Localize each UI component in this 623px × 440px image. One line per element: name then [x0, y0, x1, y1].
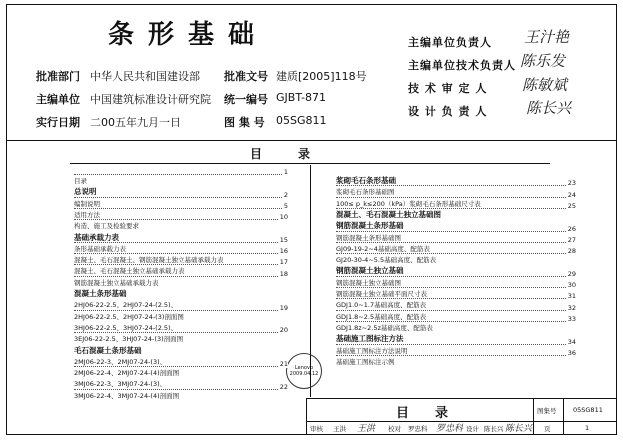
- editor-unit-label: 主编单位: [36, 93, 80, 106]
- page-label: 页: [544, 425, 551, 433]
- toc-item-text: 2HJ06-22-2.5、2HJ07-24-(3)剖面图: [74, 312, 184, 321]
- checker: 罗忠科: [408, 425, 428, 433]
- header-divider: [6, 140, 617, 141]
- toc-item-text: 钢筋混凝土独立基础平面尺寸表: [336, 290, 427, 298]
- toc-page-number: 25: [567, 201, 576, 210]
- toc-leader-dots: [74, 332, 288, 333]
- toc-page-number: 19: [279, 303, 288, 312]
- toc-item-text: 基础承载力表: [74, 232, 119, 242]
- frame-right: [616, 4, 617, 435]
- approval-dept: 中华人民共和国建设部: [90, 70, 200, 83]
- toc-item-text: 2MJ06-22-3、2MJ07-24-(3)、: [74, 357, 167, 366]
- frame-top: [6, 4, 617, 5]
- designer: 陈长兴: [484, 425, 504, 433]
- toc-item-text: 钢筋混凝土条形基础图: [336, 233, 401, 242]
- toc-leader-dots: [74, 264, 288, 265]
- toc-page-number: 24: [567, 190, 576, 199]
- toc-section: [74, 179, 288, 197]
- editor-unit: 中国建筑标准设计研究院: [90, 93, 211, 106]
- toc-entry: [74, 190, 288, 208]
- toc-page-number: 1: [283, 168, 288, 176]
- auditor: 王洪: [333, 425, 346, 433]
- toc-item-text: 2HJ06-22-2.5、2HJ07-24-(2.5)、: [74, 301, 178, 310]
- frame-left: [6, 4, 7, 435]
- resp-label-1: 主编单位负责人: [408, 36, 492, 49]
- toc-entry: [74, 168, 288, 185]
- toc-item-text: 3MJ06-22-3、3MJ07-24-(3)、: [74, 380, 167, 389]
- toc-leader-dots: [74, 174, 288, 175]
- stamp-line-2: 2009.04.12: [289, 371, 319, 377]
- toc-leader-dots: [74, 253, 288, 254]
- atlas-no-label: 图 集 号: [224, 116, 265, 129]
- toc-page-number: 31: [567, 292, 576, 301]
- signature-1: 王汁艳: [524, 28, 570, 46]
- resp-label-3: 技 术 审 定 人: [408, 82, 488, 95]
- toc-item-text: 3HJ06-22-2.5、3HJ07-24-(2.5)、: [74, 323, 178, 332]
- toc-page-number: 21: [279, 360, 288, 369]
- impl-date: 二00五年九月一日: [90, 116, 181, 129]
- toc-item-text: 混凝土、毛石混凝土独立基础承载力表: [74, 267, 185, 276]
- toc-item-text: GDJ1.8~2.5基础高度、配筋表: [336, 312, 427, 321]
- toc-leader-dots: [336, 321, 576, 322]
- signature-3: 陈敏斌: [522, 76, 568, 94]
- toc-heading: 目 录: [250, 147, 311, 161]
- check-label: 校对: [388, 425, 401, 433]
- toc-item-text: 100≤ p_k≤200（kPa）浆砌毛石条形基础尺寸表: [336, 199, 481, 208]
- toc-item-text: GDJ1.8z~2.5z基础高度、配筋表: [336, 323, 433, 332]
- toc-leader-dots: [336, 276, 576, 277]
- toc-leader-dots: [336, 208, 576, 209]
- toc-heading-rule: [70, 163, 550, 164]
- toc-leader-dots: [336, 197, 576, 198]
- toc-leader-dots: [336, 344, 576, 345]
- toc-leader-dots: [74, 208, 288, 209]
- title-block-title: 目 录: [396, 406, 449, 421]
- toc-item-text: 3EJ06-22-2.5、3HJ07-24-(3)剖面图: [74, 335, 184, 344]
- page-number: 1: [585, 424, 590, 432]
- unified-no-label: 统一编号: [224, 93, 268, 106]
- toc-item-text: 毛石混凝土条形基础: [74, 345, 142, 355]
- toc-page-number: 36: [567, 348, 576, 357]
- signature-2: 陈乐发: [520, 52, 566, 70]
- toc-leader-dots: [336, 310, 576, 311]
- title-block-left: [306, 398, 307, 435]
- toc-item-text: 钢筋混凝土独立基础承载力表: [74, 278, 159, 287]
- toc-item-text: 2MJ06-22-4、2MJ07-24-(4)剖面图: [74, 369, 180, 378]
- check-signature: 罗忠科: [436, 424, 464, 434]
- design-signature: 陈长兴: [505, 424, 533, 434]
- stamp-line-1: Lenovo: [294, 365, 314, 371]
- title-block-top: [306, 398, 617, 399]
- toc-item-text: 适用方法: [74, 210, 100, 219]
- toc-item-text: 基础施工图标注方法说明: [336, 346, 408, 355]
- toc-item-text: 编制说明: [74, 199, 100, 208]
- toc-item-text: 浆砌毛石条形基础图: [336, 188, 395, 197]
- title-block-sep-1: [533, 398, 534, 435]
- toc-page-number: 18: [279, 269, 288, 278]
- toc-page-number: 34: [567, 337, 576, 346]
- resp-label-4: 设 计 负 责 人: [408, 105, 488, 118]
- toc-item-text: 基础施工图标注方法: [336, 334, 404, 344]
- toc-leader-dots: [74, 219, 288, 220]
- toc-page-number: 15: [279, 235, 288, 244]
- title-block-atlas-no: 05SG811: [573, 406, 603, 414]
- toc-page-number: 17: [279, 258, 288, 267]
- toc-page-number: 32: [567, 303, 576, 312]
- toc-page-number: 5: [283, 201, 288, 210]
- toc-page-number: 26: [567, 224, 576, 233]
- toc-leader-dots: [74, 366, 288, 367]
- toc-page-number: 33: [567, 314, 576, 323]
- toc-leader-dots: [74, 197, 288, 198]
- atlas-no: 05SG811: [276, 114, 327, 127]
- toc-item-text: 浆砌毛石条形基础: [336, 176, 396, 185]
- toc-item-text: GJ09-19-2~4基础高度、配筋表: [336, 244, 430, 253]
- title-block-atlas-label: 图集号: [537, 407, 557, 415]
- toc-item-text: 钢筋混凝土独立基础图: [336, 278, 401, 287]
- lenovo-stamp: [286, 353, 322, 389]
- toc-leader-dots: [336, 231, 576, 232]
- audit-signature: 王洪: [357, 424, 376, 434]
- impl-date-label: 实行日期: [36, 116, 80, 129]
- approval-dept-label: 批准部门: [36, 70, 80, 83]
- toc-page-number: 2: [283, 190, 288, 199]
- toc-leader-dots: [74, 310, 288, 311]
- toc-item-text: GJ20-30-4~5.5基础高度、配筋表: [336, 256, 437, 265]
- toc-page-number: 10: [279, 213, 288, 222]
- frame-bottom: [6, 434, 617, 435]
- toc-item-text: GDJ1.0~1.7基础高度、配筋表: [336, 301, 427, 310]
- signature-4: 陈长兴: [526, 99, 572, 117]
- toc-item-text: 钢筋混凝土条形基础: [336, 221, 404, 231]
- audit-label: 审核: [310, 425, 323, 433]
- toc-item-text: 混凝土、毛石混凝土独立基础图: [336, 209, 441, 219]
- toc-item-text: 构造、施工及检验要求: [74, 222, 139, 231]
- resp-label-2: 主编单位技术负责人: [408, 59, 516, 72]
- toc-page-number: 30: [567, 281, 576, 289]
- toc-item-text: 钢筋混凝土独立基础: [336, 266, 404, 276]
- toc-entry: [74, 210, 288, 231]
- toc-page-number: 27: [567, 235, 576, 244]
- toc-page-number: 20: [279, 326, 288, 335]
- approval-doc: 建质[2005]118号: [276, 70, 367, 83]
- toc-item-text: 基础施工图标注示例: [336, 357, 395, 366]
- toc-leader-dots: [336, 185, 576, 186]
- toc-item-text: 3MJ06-22-4、3MJ07-24-(4)剖面图: [74, 391, 180, 400]
- toc-item-text: 目录: [74, 177, 87, 185]
- toc-leader-dots: [74, 276, 288, 277]
- toc-page-number: 29: [567, 269, 576, 278]
- toc-leader-dots: [336, 298, 576, 299]
- approval-doc-label: 批准文号: [224, 70, 268, 83]
- atlas-title: 条形基础: [108, 20, 269, 50]
- toc-leader-dots: [336, 253, 576, 254]
- unified-no: GJBT-871: [276, 91, 326, 104]
- toc-item-text: 混凝土、毛石混凝土、钢筋混凝土独立基础承载力表: [74, 256, 224, 265]
- toc-leader-dots: [336, 287, 576, 288]
- toc-page-number: 23: [567, 179, 576, 188]
- toc-item-text: 条形基础承载力表: [74, 244, 126, 253]
- toc-item-text: 总说明: [74, 187, 97, 197]
- toc-leader-dots: [74, 389, 288, 390]
- toc-page-number: 22: [279, 382, 288, 391]
- toc-item-text: 混凝土条形基础: [74, 289, 127, 298]
- design-label: 设计: [466, 425, 479, 433]
- toc-page-number: 16: [279, 247, 288, 256]
- title-block-sep-2: [563, 398, 564, 435]
- toc-page-number: 28: [567, 247, 576, 256]
